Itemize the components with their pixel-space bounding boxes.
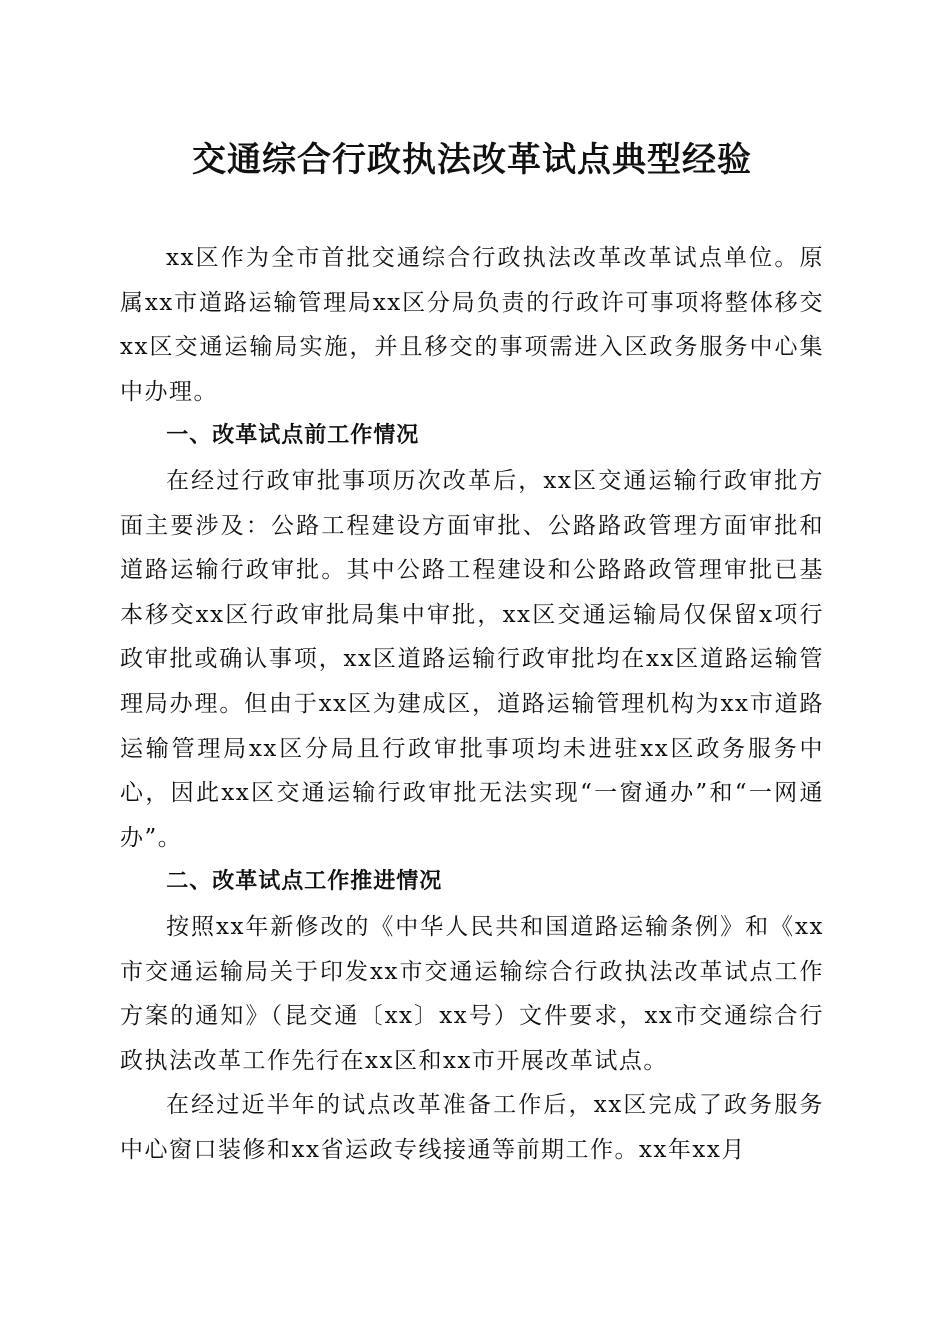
section-2-paragraph-1: 按照xx年新修改的《中华人民共和国道路运输条例》和《xx市交通运输局关于印发xx市交通运输综合行政执法改革试点工作方案的通知》（昆交通〔xx〕xx号）文件要求，xx市交通综合行政执法改革工作先行在xx区和xx市开展改革试点。 [120, 913, 824, 1074]
document-body [120, 236, 824, 1172]
section-2-paragraph-2: 在经过近半年的试点改革准备工作后，xx区完成了政务服务中心窗口装修和xx省运政专线接通等前期工作。xx年xx月 [120, 1092, 824, 1163]
section-1-paragraph: 在经过行政审批事项历次改革后，xx区交通运输行政审批方面主要涉及：公路工程建设方面审批、公路路政管理方面审批和道路运输行政审批。其中公路工程建设和公路路政管理审批已基本移交xx区行政审批局集中审批，xx区交通运输局仅保留x项行政审批或确认事项，xx区道路运输行政审批均在xx区道路运输管理局办理。但由于xx区为建成区，道路运输管理机构为xx市道路运输管理局xx区分局且行政审批事项均未进驻xx区政务服务中心，因此xx区交通运输行政审批无法实现“一窗通办”和“一网通办”。 [120, 467, 824, 851]
document-title: 交通综合行政执法改革试点典型经验 [192, 140, 752, 180]
intro-paragraph: xx区作为全市首批交通综合行政执法改革改革试点单位。原属xx市道路运输管理局xx区分局负责的行政许可事项将整体移交xx区交通运输局实施，并且移交的事项需进入区政务服务中心集中办理。 [120, 245, 824, 405]
section-heading-1: 一、改革试点前工作情况 [166, 423, 420, 449]
section-heading-2: 二、改革试点工作推进情况 [166, 869, 443, 895]
